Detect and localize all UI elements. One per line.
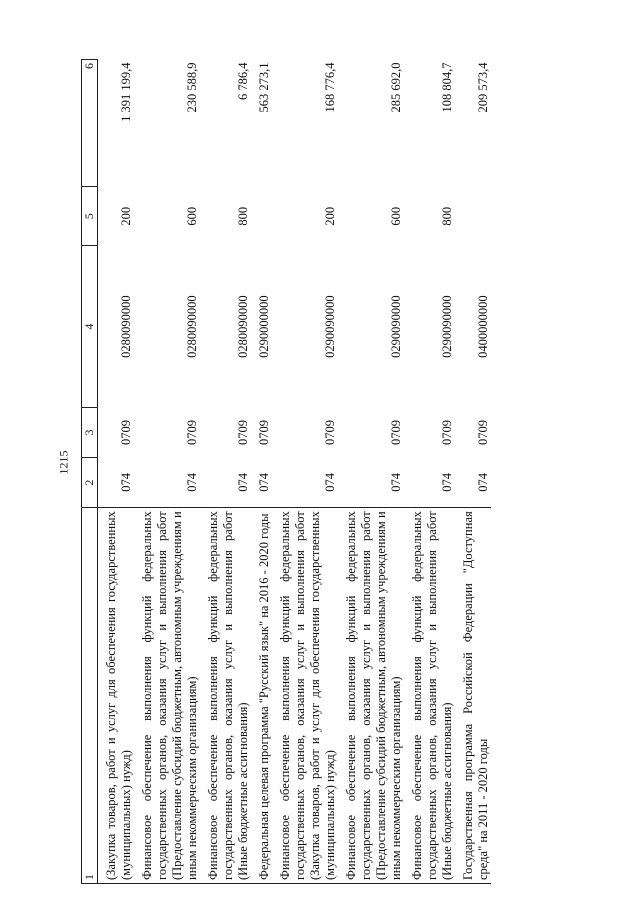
row-target-code: 0280090000 (236, 295, 250, 358)
row-section-code: 0709 (476, 420, 490, 445)
row-ministry-code: 074 (119, 473, 133, 492)
row-amount: 285 692,0 (389, 62, 403, 113)
row-amount: 1 391 199,4 (119, 62, 133, 122)
row-ministry-code: 074 (476, 473, 490, 492)
row-expense-type: 800 (440, 206, 454, 226)
row-expense-type (251, 187, 272, 246)
row-amount: 209 573,4 (476, 62, 490, 113)
budget-table (81, 59, 491, 884)
table-row (455, 60, 491, 884)
row-section-code: 0709 (257, 420, 271, 445)
row-section-code: 0709 (389, 420, 403, 445)
row-target-code: 0290090000 (389, 295, 403, 358)
row-target-code: 0280090000 (185, 295, 199, 358)
row-ministry-code: 074 (257, 473, 271, 492)
row-expense-type: 200 (119, 206, 133, 226)
budget-table-sheet (81, 59, 596, 884)
header-col-5: 5 (82, 187, 98, 246)
row-target-code: 0280090000 (119, 295, 133, 358)
row-name: Финансовое обеспечение выполнения функций федеральных государственных органов, оказания услуг и выполнения работ (Закупка товаров, работ и услуг для обеспечения государственных (муниципальных) нужд) (272, 508, 338, 884)
row-amount: 563 273,1 (257, 62, 271, 113)
row-section-code: 0709 (236, 420, 250, 445)
table-row (251, 60, 272, 884)
row-section-code: 0709 (440, 420, 454, 445)
row-name: Государственная программа Российской Федерации "Доступная среда" на 2011 - 2020 годы (455, 508, 491, 884)
row-name: Финансовое обеспечение выполнения функций федеральных государственных органов, оказания услуг и выполнения работ (Иные бюджетные ассигнования) (200, 508, 251, 884)
row-name: Финансовое обеспечение выполнения функций федеральных государственных органов, оказания услуг и выполнения работ (Предоставление субсидий бюджетным, автономным учреждениям и иным некоммерческим организациям) (338, 508, 404, 884)
row-ministry-code: 074 (185, 473, 199, 492)
row-expense-type: 800 (236, 206, 250, 226)
row-ministry-code: 074 (236, 473, 250, 492)
table-row (404, 60, 455, 884)
header-col-3: 3 (82, 407, 98, 457)
row-name: Финансовое обеспечение выполнения функций федеральных государственных органов, оказания услуг и выполнения работ (Иные бюджетные ассигнования) (404, 508, 455, 884)
row-name: Финансовое обеспечение выполнения функций федеральных государственных органов, оказания услуг и выполнения работ (Предоставление субсидий бюджетным, автономным учреждениям и иным некоммерческим организациям) (134, 508, 200, 884)
row-ministry-code: 074 (440, 473, 454, 492)
row-target-code: 0290000000 (257, 295, 271, 358)
table-row (338, 60, 404, 884)
table-row (134, 60, 200, 884)
table-row (200, 60, 251, 884)
header-col-6: 6 (82, 60, 98, 187)
row-amount: 230 588,9 (185, 62, 199, 113)
row-amount: 6 786,4 (236, 62, 250, 100)
table-row (272, 60, 338, 884)
page-number: 1215 (56, 450, 71, 475)
row-amount: 168 776,4 (323, 62, 337, 113)
row-ministry-code: 074 (323, 473, 337, 492)
row-section-code: 0709 (323, 420, 337, 445)
row-expense-type: 200 (323, 206, 337, 226)
row-target-code: 0290090000 (440, 295, 454, 358)
header-col-2: 2 (82, 458, 98, 508)
row-target-code: 0400000000 (476, 295, 490, 358)
row-expense-type (455, 187, 491, 246)
header-col-1: 1 (82, 508, 98, 884)
row-expense-type: 600 (389, 206, 403, 226)
row-section-code: 0709 (185, 420, 199, 445)
row-ministry-code: 074 (389, 473, 403, 492)
row-section-code: 0709 (119, 420, 133, 445)
header-col-4: 4 (82, 246, 98, 408)
header-row (82, 60, 98, 884)
row-amount: 108 804,7 (440, 62, 454, 113)
row-name: (Закупка товаров, работ и услуг для обеспечения государственных (муниципальных) нужд) (98, 508, 135, 884)
table-row (98, 60, 135, 884)
row-expense-type: 600 (185, 206, 199, 226)
row-target-code: 0290090000 (323, 295, 337, 358)
row-name: Федеральная целевая программа "Русский язык" на 2016 - 2020 годы (251, 508, 272, 884)
